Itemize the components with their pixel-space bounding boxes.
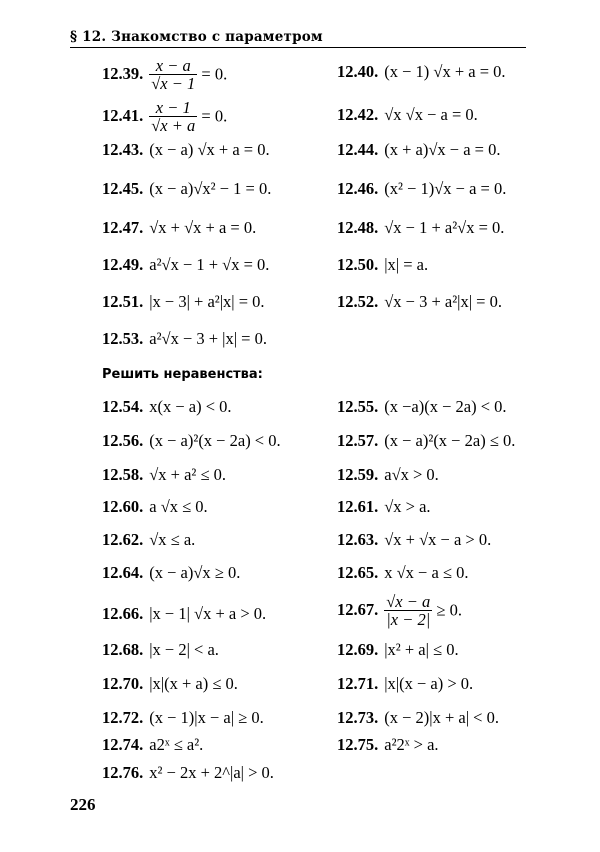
problem-number: 12.65. xyxy=(337,563,379,582)
expression: x² − 2x + 2^|a| > 0. xyxy=(149,763,274,782)
expression: (x − 1) √x + a = 0. xyxy=(384,62,506,81)
problem xyxy=(102,640,219,660)
problem xyxy=(102,255,269,275)
expression: (x − a)√x² − 1 = 0. xyxy=(149,179,272,198)
problem xyxy=(102,329,267,349)
problem-number: 12.73. xyxy=(337,708,379,727)
problem xyxy=(337,105,478,125)
problem xyxy=(337,431,515,451)
expression-tail: = 0. xyxy=(197,64,228,84)
numerator: x − 1 xyxy=(155,98,191,117)
fraction xyxy=(149,99,197,134)
problem-number: 12.60. xyxy=(102,497,144,516)
expression: √x ≤ a. xyxy=(149,530,196,549)
problem xyxy=(337,255,428,275)
problem-number: 12.56. xyxy=(102,431,144,450)
problem-number: 12.57. xyxy=(337,431,379,450)
problem xyxy=(102,218,256,238)
page-number: 226 xyxy=(70,795,96,814)
problem-number: 12.49. xyxy=(102,255,144,274)
expression-tail: = 0. xyxy=(197,106,228,126)
running-header xyxy=(70,27,526,48)
problem-number: 12.45. xyxy=(102,179,144,198)
expression: √x > a. xyxy=(384,497,431,516)
problem xyxy=(102,179,271,199)
expression: √x + √x + a = 0. xyxy=(149,218,257,237)
problem xyxy=(337,530,491,550)
expression: (x − a)²(x − 2a) < 0. xyxy=(149,431,281,450)
problem xyxy=(102,140,270,160)
expression: |x − 2| < a. xyxy=(149,640,219,659)
expression: √x √x − a = 0. xyxy=(384,105,478,124)
problem-number: 12.44. xyxy=(337,140,379,159)
problem-number: 12.70. xyxy=(102,674,144,693)
expression: a²√x − 1 + √x = 0. xyxy=(149,255,270,274)
problem-number: 12.61. xyxy=(337,497,379,516)
denominator: |x − 2| xyxy=(386,610,431,629)
expression: |x − 3| + a²|x| = 0. xyxy=(149,292,265,311)
expression: √x − 3 + a²|x| = 0. xyxy=(384,292,502,311)
numerator: x − a xyxy=(155,56,191,75)
expression: (x − a)²(x − 2a) ≤ 0. xyxy=(384,431,516,450)
problem xyxy=(102,100,227,135)
problem-number: 12.67. xyxy=(337,600,379,620)
problem xyxy=(102,735,203,755)
fraction xyxy=(384,593,432,628)
problem xyxy=(337,708,499,728)
problem-number: 12.43. xyxy=(102,140,144,159)
problem-number: 12.58. xyxy=(102,465,144,484)
expression: a2ˣ ≤ a². xyxy=(149,735,204,754)
problem xyxy=(102,763,274,783)
problem xyxy=(337,397,507,417)
problem-number: 12.47. xyxy=(102,218,144,237)
problem xyxy=(337,674,473,694)
expression: (x − 1)|x − a| ≥ 0. xyxy=(149,708,264,727)
problem-number: 12.54. xyxy=(102,397,144,416)
expression: (x + a)√x − a = 0. xyxy=(384,140,501,159)
denominator: √x − 1 xyxy=(151,74,196,93)
problem-number: 12.41. xyxy=(102,106,144,126)
problem-number: 12.55. xyxy=(337,397,379,416)
problem xyxy=(102,674,238,694)
problem xyxy=(102,431,281,451)
problem-number: 12.69. xyxy=(337,640,379,659)
section-title: Решить неравенства: xyxy=(102,367,263,382)
problem xyxy=(102,708,264,728)
problem-number: 12.50. xyxy=(337,255,379,274)
expression: √x − 1 + a²√x = 0. xyxy=(384,218,505,237)
expression: √x + a² ≤ 0. xyxy=(149,465,227,484)
expression: (x² − 1)√x − a = 0. xyxy=(384,179,507,198)
expression-tail: ≥ 0. xyxy=(432,600,462,620)
expression: (x − a) √x + a = 0. xyxy=(149,140,270,159)
problem xyxy=(337,594,462,629)
problem-number: 12.39. xyxy=(102,64,144,84)
problem-number: 12.72. xyxy=(102,708,144,727)
problem xyxy=(337,292,502,312)
problem-number: 12.66. xyxy=(102,604,144,623)
problem xyxy=(337,563,469,583)
problem xyxy=(337,465,439,485)
problem xyxy=(337,640,459,660)
problem xyxy=(337,179,506,199)
problem xyxy=(337,140,500,160)
problem xyxy=(102,530,195,550)
expression: |x|(x − a) > 0. xyxy=(384,674,474,693)
problem-number: 12.40. xyxy=(337,62,379,81)
problem xyxy=(337,735,439,755)
problem-number: 12.48. xyxy=(337,218,379,237)
problem-number: 12.42. xyxy=(337,105,379,124)
problem-number: 12.74. xyxy=(102,735,144,754)
problem-number: 12.76. xyxy=(102,763,144,782)
problem-number: 12.68. xyxy=(102,640,144,659)
problem-number: 12.51. xyxy=(102,292,144,311)
expression: |x| = a. xyxy=(384,255,429,274)
problem-number: 12.52. xyxy=(337,292,379,311)
problem xyxy=(102,497,208,517)
problem-number: 12.59. xyxy=(337,465,379,484)
problem xyxy=(337,218,504,238)
problem-number: 12.63. xyxy=(337,530,379,549)
problem-number: 12.53. xyxy=(102,329,144,348)
fraction xyxy=(149,57,197,92)
expression: a√x > 0. xyxy=(384,465,439,484)
problem xyxy=(337,62,506,82)
expression: |x − 1| √x + a > 0. xyxy=(149,604,267,623)
problem xyxy=(102,58,227,93)
expression: (x −a)(x − 2a) < 0. xyxy=(384,397,507,416)
numerator: √x − a xyxy=(386,592,431,611)
expression: (x − a)√x ≥ 0. xyxy=(149,563,241,582)
problem-number: 12.62. xyxy=(102,530,144,549)
problem xyxy=(102,563,240,583)
expression: (x − 2)|x + a| < 0. xyxy=(384,708,499,727)
problem xyxy=(102,292,265,312)
expression: |x|(x + a) ≤ 0. xyxy=(149,674,238,693)
denominator: √x + a xyxy=(151,116,196,135)
expression: x √x − a ≤ 0. xyxy=(384,563,469,582)
problem-number: 12.75. xyxy=(337,735,379,754)
expression: a²2ˣ > a. xyxy=(384,735,439,754)
expression: |x² + a| ≤ 0. xyxy=(384,640,459,659)
problem-number: 12.46. xyxy=(337,179,379,198)
expression: a √x ≤ 0. xyxy=(149,497,208,516)
problem xyxy=(337,497,431,517)
expression: √x + √x − a > 0. xyxy=(384,530,492,549)
expression: a²√x − 3 + |x| = 0. xyxy=(149,329,267,348)
expression: x(x − a) < 0. xyxy=(149,397,232,416)
header-title: § 12. Знакомство с параметром xyxy=(70,29,323,45)
problem xyxy=(102,397,232,417)
problem xyxy=(102,465,226,485)
problem-number: 12.71. xyxy=(337,674,379,693)
problem xyxy=(102,604,266,624)
problem-number: 12.64. xyxy=(102,563,144,582)
